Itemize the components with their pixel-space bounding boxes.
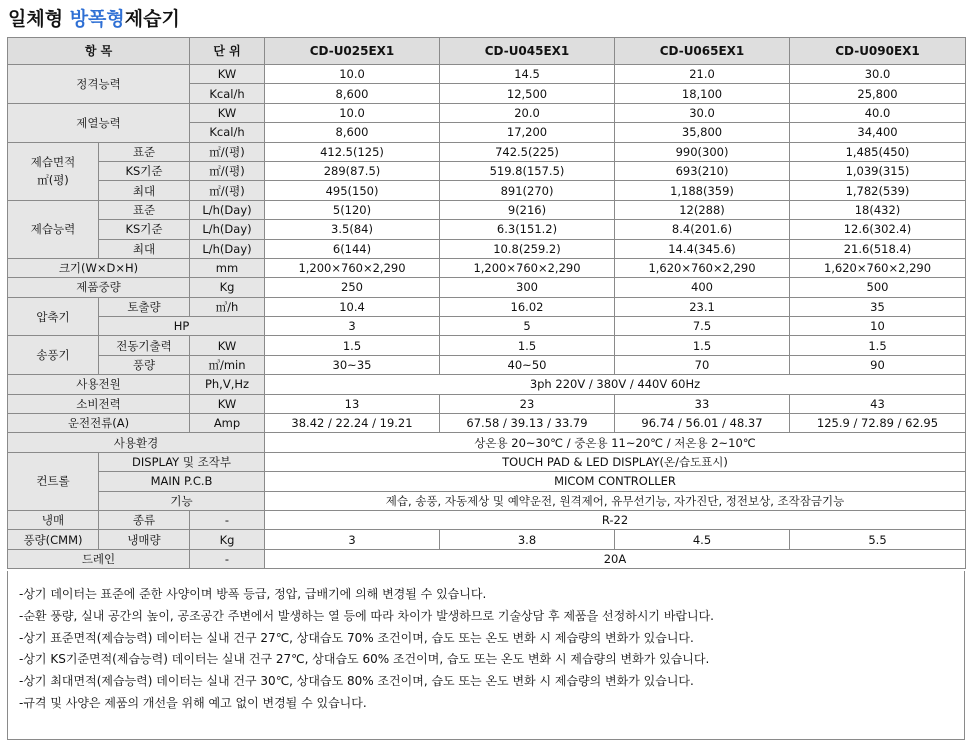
value-cell: 40.0: [790, 103, 966, 122]
value-cell: 519.8(157.5): [440, 161, 615, 180]
value-cell: 412.5(125): [265, 142, 440, 161]
value-cell: 6(144): [265, 239, 440, 258]
note-line: -규격 및 사양은 제품의 개선을 위해 예고 없이 변경될 수 있습니다.: [19, 695, 367, 710]
unit-cell: Kg: [190, 278, 265, 297]
value-cell: 1,039(315): [790, 161, 966, 180]
table-row: [8, 200, 966, 219]
value-cell: 5: [440, 317, 615, 336]
note-line: -상기 표준면적(제습능력) 데이터는 실내 건구 27℃, 상대습도 70% 조건이며, 습도 또는 온도 변화 시 제습량의 변화가 있습니다.: [19, 630, 694, 645]
value-cell: 3: [265, 317, 440, 336]
header-item: 항 목: [8, 38, 190, 65]
table-row: [8, 239, 966, 258]
table-row: [8, 491, 966, 510]
value-cell: 1,200×760×2,290: [440, 258, 615, 277]
unit-cell: ㎥/min: [190, 355, 265, 374]
note-line: -상기 데이터는 표준에 준한 사양이며 방폭 등급, 정압, 급배기에 의해 변경될 수 있습니다.: [19, 587, 487, 601]
unit-cell: L/h(Day): [190, 220, 265, 239]
table-row: [8, 181, 966, 200]
value-cell: 10.4: [265, 297, 440, 316]
unit-cell: ㎡/(평): [190, 142, 265, 161]
unit-cell: ㎥/h: [190, 297, 265, 316]
note-line: -상기 최대면적(제습능력) 데이터는 실내 건구 30℃, 상대습도 80% 조건이며, 습도 또는 온도 변화 시 제습량의 변화가 있습니다.: [19, 674, 694, 689]
header-model: CD-U025EX1: [265, 38, 440, 65]
row-label: 제품중량: [8, 278, 190, 297]
value-cell: 제습, 송풍, 자동제상 및 예약운전, 원격제어, 유무선기능, 자가진단, 정전보상, 조작잠금기능: [265, 491, 966, 510]
row-label: 제열능력: [8, 103, 190, 142]
value-cell: 4.5: [615, 530, 790, 549]
sub-label: 표준: [99, 142, 190, 161]
table-row: [8, 549, 966, 568]
row-label: 크기(W×D×H): [8, 258, 190, 277]
unit-cell: ㎡/(평): [190, 161, 265, 180]
value-cell: 16.02: [440, 297, 615, 316]
table-row: [8, 103, 966, 122]
value-cell: 1.5: [615, 336, 790, 355]
value-cell: 1.5: [440, 336, 615, 355]
unit-cell: KW: [190, 65, 265, 84]
value-cell: 9(216): [440, 200, 615, 219]
value-cell: 30.0: [615, 103, 790, 122]
row-label: 컨트롤: [8, 452, 99, 510]
value-cell: 40~50: [440, 355, 615, 374]
row-label: 사용전원: [8, 375, 190, 394]
value-cell: 10: [790, 317, 966, 336]
row-label: 송풍기: [8, 336, 99, 375]
row-label-line: ㎡(평): [37, 173, 69, 188]
value-cell: 25,800: [790, 84, 966, 103]
value-cell: 35,800: [615, 123, 790, 142]
value-cell: 33: [615, 394, 790, 413]
value-cell: 1,188(359): [615, 181, 790, 200]
value-cell: R-22: [265, 510, 966, 529]
value-cell: 5(120): [265, 200, 440, 219]
row-label: 운전전류(A): [8, 414, 190, 433]
sub-label: 냉매량: [99, 530, 190, 549]
value-cell: 70: [615, 355, 790, 374]
value-cell: 23: [440, 394, 615, 413]
value-cell: 495(150): [265, 181, 440, 200]
value-cell: 14.4(345.6): [615, 239, 790, 258]
row-label: 정격능력: [8, 65, 190, 104]
value-cell: 1,200×760×2,290: [265, 258, 440, 277]
value-cell: 1.5: [790, 336, 966, 355]
value-cell: 8,600: [265, 84, 440, 103]
unit-cell: ㎡/(평): [190, 181, 265, 200]
value-cell: MICOM CONTROLLER: [265, 472, 966, 491]
table-row: [8, 414, 966, 433]
table-row: [8, 530, 966, 549]
value-cell: 3.8: [440, 530, 615, 549]
sub-label: 토출량: [99, 297, 190, 316]
row-label-line: 제습면적: [30, 155, 76, 170]
row-label: 제습능력: [8, 200, 99, 258]
value-cell: 8,600: [265, 123, 440, 142]
value-cell: 67.58 / 39.13 / 33.79: [440, 414, 615, 433]
header-unit: 단 위: [190, 38, 265, 65]
table-row: [8, 375, 966, 394]
value-cell: 43: [790, 394, 966, 413]
value-cell: 1,485(450): [790, 142, 966, 161]
unit-cell: Amp: [190, 414, 265, 433]
value-cell: 96.74 / 56.01 / 48.37: [615, 414, 790, 433]
value-cell: 891(270): [440, 181, 615, 200]
table-row: [8, 142, 966, 161]
table-row: [8, 433, 966, 452]
table-row: [8, 355, 966, 374]
value-cell: 12,500: [440, 84, 615, 103]
row-label: 풍량(CMM): [8, 530, 99, 549]
title-highlight: 방폭형: [69, 8, 125, 30]
table-row: [8, 452, 966, 471]
header-model: CD-U065EX1: [615, 38, 790, 65]
page-title: [8, 4, 180, 34]
value-cell: 693(210): [615, 161, 790, 180]
value-cell: 30.0: [790, 65, 966, 84]
spec-table: [7, 37, 966, 569]
table-row: [8, 161, 966, 180]
value-cell: 10.0: [265, 65, 440, 84]
header-model: CD-U090EX1: [790, 38, 966, 65]
row-label: 소비전력: [8, 394, 190, 413]
value-cell: 742.5(225): [440, 142, 615, 161]
value-cell: 38.42 / 22.24 / 19.21: [265, 414, 440, 433]
value-cell: 400: [615, 278, 790, 297]
unit-cell: -: [190, 510, 265, 529]
unit-cell: KW: [190, 394, 265, 413]
sub-label: KS기준: [99, 220, 190, 239]
value-cell: 500: [790, 278, 966, 297]
value-cell: 20A: [265, 549, 966, 568]
unit-cell: -: [190, 549, 265, 568]
value-cell: 30~35: [265, 355, 440, 374]
table-row: [8, 336, 966, 355]
title-part-3: 제습기: [124, 8, 180, 30]
table-row: [8, 394, 966, 413]
sub-label: DISPLAY 및 조작부: [99, 452, 265, 471]
value-cell: 1,782(539): [790, 181, 966, 200]
unit-cell: L/h(Day): [190, 239, 265, 258]
sub-label: 기능: [99, 491, 265, 510]
value-cell: 13: [265, 394, 440, 413]
unit-cell: KW: [190, 103, 265, 122]
unit-cell: Ph,V,Hz: [190, 375, 265, 394]
value-cell: 10.8(259.2): [440, 239, 615, 258]
sub-label: 풍량: [99, 355, 190, 374]
table-row: [8, 220, 966, 239]
unit-cell: Kcal/h: [190, 123, 265, 142]
value-cell: 17,200: [440, 123, 615, 142]
table-header-row: [8, 38, 966, 65]
unit-cell: mm: [190, 258, 265, 277]
value-cell: 18,100: [615, 84, 790, 103]
value-cell: 125.9 / 72.89 / 62.95: [790, 414, 966, 433]
table-row: [8, 297, 966, 316]
sub-label: 최대: [99, 181, 190, 200]
value-cell: 90: [790, 355, 966, 374]
row-label: 드레인: [8, 549, 190, 568]
table-row: [8, 510, 966, 529]
value-cell: 1.5: [265, 336, 440, 355]
unit-cell: Kg: [190, 530, 265, 549]
value-cell: 34,400: [790, 123, 966, 142]
sub-label: 종류: [99, 510, 190, 529]
row-label: 압축기: [8, 297, 99, 336]
sub-label: HP: [99, 317, 265, 336]
value-cell: 21.6(518.4): [790, 239, 966, 258]
value-cell: 20.0: [440, 103, 615, 122]
sub-label: 전동기출력: [99, 336, 190, 355]
value-cell: 1,620×760×2,290: [615, 258, 790, 277]
sub-label: 표준: [99, 200, 190, 219]
value-cell: 1,620×760×2,290: [790, 258, 966, 277]
value-cell: 6.3(151.2): [440, 220, 615, 239]
value-cell: 289(87.5): [265, 161, 440, 180]
table-row: [8, 472, 966, 491]
sub-label: 최대: [99, 239, 190, 258]
sub-label: KS기준: [99, 161, 190, 180]
value-cell: 3: [265, 530, 440, 549]
value-cell: 12(288): [615, 200, 790, 219]
value-cell: TOUCH PAD & LED DISPLAY(온/습도표시): [265, 452, 966, 471]
header-model: CD-U045EX1: [440, 38, 615, 65]
value-cell: 35: [790, 297, 966, 316]
unit-cell: KW: [190, 336, 265, 355]
table-row: [8, 65, 966, 84]
value-cell: 12.6(302.4): [790, 220, 966, 239]
row-label: 사용환경: [8, 433, 265, 452]
table-row: [8, 317, 966, 336]
value-cell: 10.0: [265, 103, 440, 122]
value-cell: 23.1: [615, 297, 790, 316]
row-label-dehum-area: [8, 142, 99, 200]
table-row: [8, 258, 966, 277]
table-row: [8, 278, 966, 297]
notes-box: [7, 571, 965, 740]
value-cell: 3ph 220V / 380V / 440V 60Hz: [265, 375, 966, 394]
row-label: 냉매: [8, 510, 99, 529]
value-cell: 상온용 20~30℃ / 중온용 11~20℃ / 저온용 2~10℃: [265, 433, 966, 452]
value-cell: 21.0: [615, 65, 790, 84]
note-line: -순환 풍량, 실내 공간의 높이, 공조공간 주변에서 발생하는 열 등에 따라 차이가 발생하므로 기술상담 후 제품을 선정하시기 바랍니다.: [19, 608, 714, 623]
value-cell: 3.5(84): [265, 220, 440, 239]
value-cell: 250: [265, 278, 440, 297]
value-cell: 7.5: [615, 317, 790, 336]
value-cell: 18(432): [790, 200, 966, 219]
unit-cell: Kcal/h: [190, 84, 265, 103]
value-cell: 990(300): [615, 142, 790, 161]
note-line: -상기 KS기준면적(제습능력) 데이터는 실내 건구 27℃, 상대습도 60% 조건이며, 습도 또는 온도 변화 시 제습량의 변화가 있습니다.: [19, 652, 710, 667]
value-cell: 5.5: [790, 530, 966, 549]
value-cell: 14.5: [440, 65, 615, 84]
value-cell: 300: [440, 278, 615, 297]
unit-cell: L/h(Day): [190, 200, 265, 219]
value-cell: 8.4(201.6): [615, 220, 790, 239]
sub-label: MAIN P.C.B: [99, 472, 265, 491]
title-part-1: 일체형: [8, 8, 70, 30]
